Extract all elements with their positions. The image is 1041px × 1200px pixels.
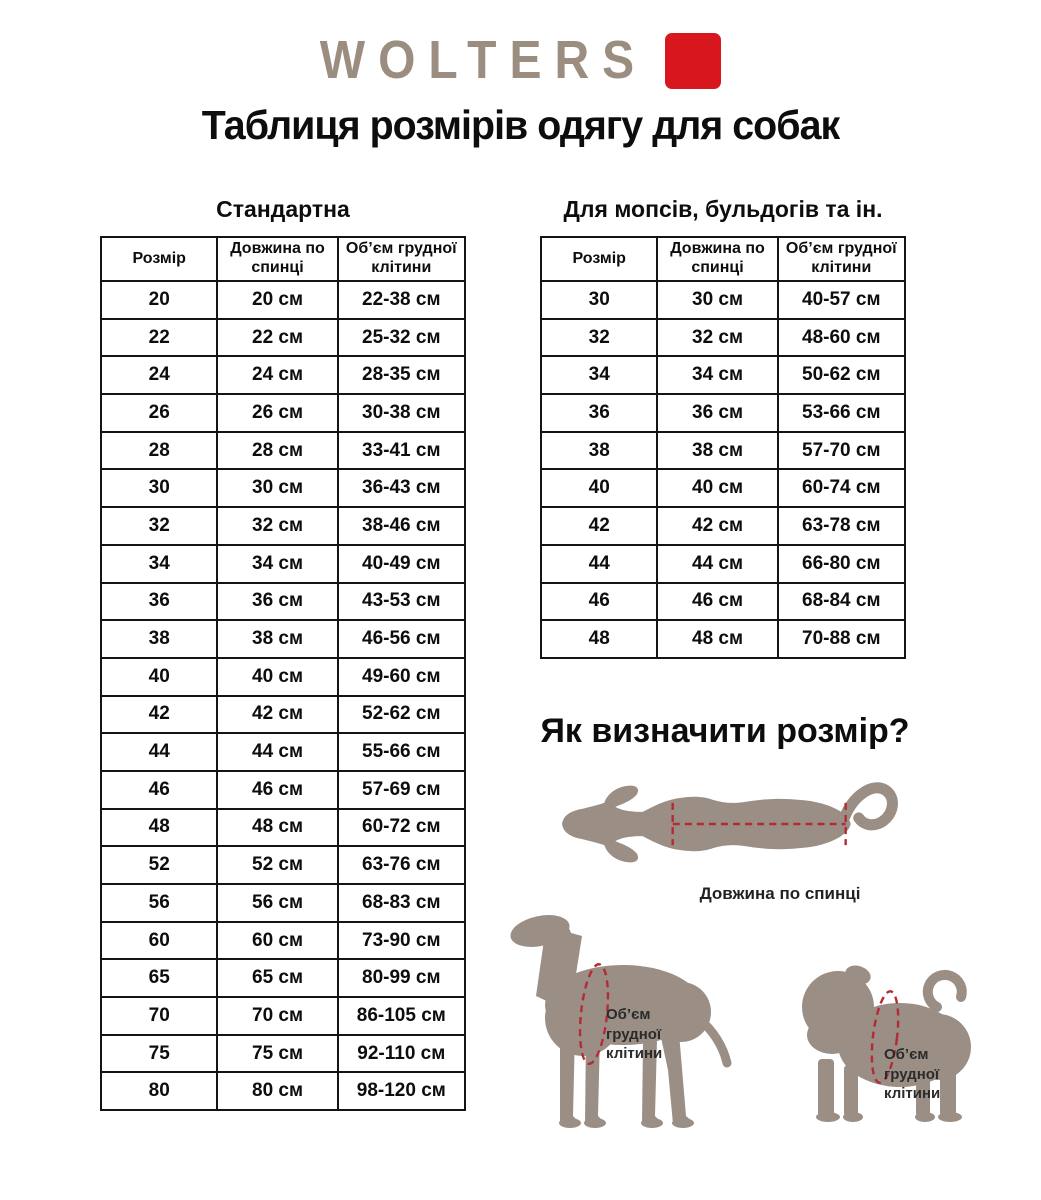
table-cell: 57-70 см (778, 432, 905, 470)
table-cell: 38 см (657, 432, 777, 470)
table-cell: 28-35 см (338, 356, 465, 394)
table-cell: 36 (541, 394, 657, 432)
wolters-logo-text: WOLTERS (319, 30, 648, 91)
table-cell: 68-84 см (778, 583, 905, 621)
table-row (101, 696, 465, 734)
table-cell: 28 (101, 432, 217, 470)
table-cell: 48 (541, 620, 657, 658)
table-cell: 30 (541, 281, 657, 319)
table-row (101, 583, 465, 621)
table-cell: 52 см (217, 846, 337, 884)
table-row (101, 771, 465, 809)
column-header: Довжина по спинці (657, 237, 777, 281)
table-cell: 20 (101, 281, 217, 319)
column-header: Об’єм грудної клітини (338, 237, 465, 281)
dog-top-view-illustration (552, 764, 904, 882)
table-cell: 92-110 см (338, 1035, 465, 1073)
table-row (541, 394, 905, 432)
table-cell: 38 (541, 432, 657, 470)
table-cell: 42 (101, 696, 217, 734)
table-cell: 65 см (217, 959, 337, 997)
page-title: Таблиця розмірів одягу для собак (201, 102, 840, 148)
table-cell: 38-46 см (338, 507, 465, 545)
table-row (101, 846, 465, 884)
table-cell: 30-38 см (338, 394, 465, 432)
large-dog-illustration (498, 900, 733, 1130)
standard-table-title: Стандартна (216, 196, 350, 222)
table-cell: 48 см (657, 620, 777, 658)
table-cell: 44 (101, 733, 217, 771)
table-cell: 44 см (657, 545, 777, 583)
table-cell: 48 см (217, 809, 337, 847)
table-cell: 36 см (217, 583, 337, 621)
table-cell: 49-60 см (338, 658, 465, 696)
table-cell: 22 (101, 319, 217, 357)
table-cell: 46 (541, 583, 657, 621)
table-cell: 26 (101, 394, 217, 432)
table-cell: 63-76 см (338, 846, 465, 884)
table-header-row (541, 237, 905, 281)
table-cell: 38 (101, 620, 217, 658)
table-row (101, 1035, 465, 1073)
table-cell: 60 см (217, 922, 337, 960)
table-cell: 34 см (217, 545, 337, 583)
pug-illustration (788, 947, 993, 1127)
table-cell: 20 см (217, 281, 337, 319)
table-cell: 36 (101, 583, 217, 621)
table-cell: 68-83 см (338, 884, 465, 922)
table-cell: 56 см (217, 884, 337, 922)
table-cell: 60-74 см (778, 469, 905, 507)
table-cell: 36-43 см (338, 469, 465, 507)
table-cell: 40-49 см (338, 545, 465, 583)
table-cell: 40-57 см (778, 281, 905, 319)
table-cell: 34 см (657, 356, 777, 394)
table-cell: 60-72 см (338, 809, 465, 847)
table-row (541, 281, 905, 319)
table-row (101, 997, 465, 1035)
table-row (101, 469, 465, 507)
table-row (101, 394, 465, 432)
table-row (101, 959, 465, 997)
table-cell: 73-90 см (338, 922, 465, 960)
table-cell: 57-69 см (338, 771, 465, 809)
table-cell: 55-66 см (338, 733, 465, 771)
table-cell: 46-56 см (338, 620, 465, 658)
pugs-size-section (540, 196, 906, 659)
table-cell: 32 (541, 319, 657, 357)
table-cell: 22-38 см (338, 281, 465, 319)
table-cell: 52 (101, 846, 217, 884)
table-row (101, 432, 465, 470)
table-cell: 70-88 см (778, 620, 905, 658)
table-cell: 63-78 см (778, 507, 905, 545)
table-row (101, 281, 465, 319)
table-cell: 44 (541, 545, 657, 583)
table-cell: 32 см (657, 319, 777, 357)
dog-top-view-icon (552, 764, 904, 882)
table-cell: 32 см (217, 507, 337, 545)
table-cell: 48 (101, 809, 217, 847)
brand-header (0, 30, 1041, 91)
table-row (101, 884, 465, 922)
table-cell: 28 см (217, 432, 337, 470)
table-row (101, 733, 465, 771)
table-cell: 36 см (657, 394, 777, 432)
table-cell: 48-60 см (778, 319, 905, 357)
table-row (101, 356, 465, 394)
table-cell: 26 см (217, 394, 337, 432)
table-cell: 40 см (217, 658, 337, 696)
table-cell: 70 см (217, 997, 337, 1035)
table-cell: 33-41 см (338, 432, 465, 470)
wolters-logo-red-square (665, 33, 721, 89)
table-cell: 40 (101, 658, 217, 696)
table-row (541, 319, 905, 357)
table-row (101, 1072, 465, 1110)
table-row (541, 356, 905, 394)
column-header: Об’єм грудної клітини (778, 237, 905, 281)
table-cell: 44 см (217, 733, 337, 771)
measurement-guide (490, 712, 960, 1198)
table-row (101, 809, 465, 847)
table-cell: 56 (101, 884, 217, 922)
table-cell: 70 (101, 997, 217, 1035)
table-cell: 53-66 см (778, 394, 905, 432)
table-cell: 24 см (217, 356, 337, 394)
table-cell: 60 (101, 922, 217, 960)
table-row (541, 432, 905, 470)
table-row (541, 507, 905, 545)
table-cell: 40 см (657, 469, 777, 507)
table-header-row (101, 237, 465, 281)
table-cell: 30 см (217, 469, 337, 507)
pugs-table-title: Для мопсів, бульдогів та ін. (563, 196, 883, 222)
table-cell: 66-80 см (778, 545, 905, 583)
column-header: Довжина по спинці (217, 237, 337, 281)
table-cell: 65 (101, 959, 217, 997)
back-length-label: Довжина по спинці (699, 884, 861, 903)
table-cell: 75 (101, 1035, 217, 1073)
table-row (541, 620, 905, 658)
table-cell: 42 см (657, 507, 777, 545)
table-cell: 86-105 см (338, 997, 465, 1035)
table-cell: 80-99 см (338, 959, 465, 997)
table-cell: 22 см (217, 319, 337, 357)
table-cell: 42 (541, 507, 657, 545)
table-row (101, 658, 465, 696)
column-header: Розмір (101, 237, 217, 281)
table-cell: 50-62 см (778, 356, 905, 394)
pugs-size-table (540, 236, 906, 659)
table-cell: 46 см (657, 583, 777, 621)
table-cell: 52-62 см (338, 696, 465, 734)
table-row (101, 922, 465, 960)
table-cell: 34 (541, 356, 657, 394)
table-cell: 25-32 см (338, 319, 465, 357)
standard-size-section (100, 196, 466, 1111)
table-cell: 80 см (217, 1072, 337, 1110)
table-cell: 75 см (217, 1035, 337, 1073)
table-row (541, 469, 905, 507)
table-cell: 46 (101, 771, 217, 809)
table-cell: 40 (541, 469, 657, 507)
table-row (101, 545, 465, 583)
table-cell: 32 (101, 507, 217, 545)
table-row (101, 507, 465, 545)
table-cell: 80 (101, 1072, 217, 1110)
table-row (541, 583, 905, 621)
chest-girth-label: Об’єм грудної клітини (884, 1046, 941, 1102)
table-cell: 30 см (657, 281, 777, 319)
table-cell: 34 (101, 545, 217, 583)
guide-title: Як визначити розмір? (540, 712, 910, 750)
table-cell: 38 см (217, 620, 337, 658)
chest-girth-label: Об’єм грудної клітини (606, 1006, 663, 1062)
table-cell: 43-53 см (338, 583, 465, 621)
table-row (101, 319, 465, 357)
standard-size-table (100, 236, 466, 1111)
column-header: Розмір (541, 237, 657, 281)
table-cell: 98-120 см (338, 1072, 465, 1110)
table-cell: 46 см (217, 771, 337, 809)
table-row (541, 545, 905, 583)
table-cell: 24 (101, 356, 217, 394)
table-cell: 30 (101, 469, 217, 507)
table-row (101, 620, 465, 658)
table-cell: 42 см (217, 696, 337, 734)
